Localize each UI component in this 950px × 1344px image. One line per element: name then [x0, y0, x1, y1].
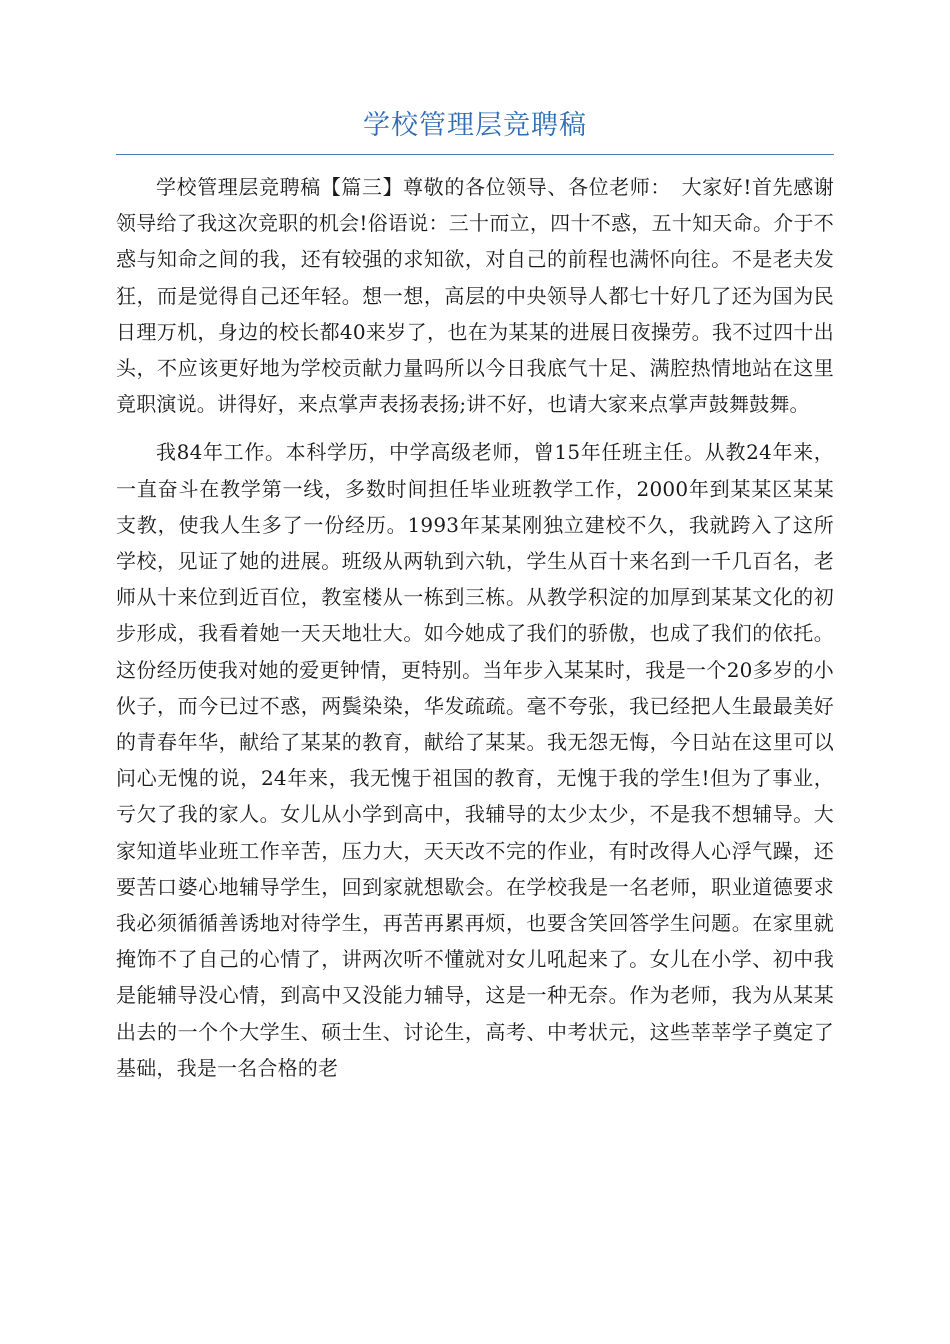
- paragraph-1: 学校管理层竞聘稿【篇三】尊敬的各位领导、各位老师： 大家好!首先感谢领导给了我这次竞职的机会!俗语说：三十而立，四十不惑，五十知天命。介于不惑与知命之间的我，还有较强的求知欲，对自己的前程也满怀向往。不是老夫发狂，而是觉得自己还年轻。想一想，高层的中央领导人都七十好几了还为国为民日理万机，身边的校长都40来岁了，也在为某某的进展日夜操劳。我不过四十出头，不应该更好地为学校贡献力量吗所以今日我底气十足、满腔热情地站在这里竟职演说。讲得好，来点掌声表扬表扬;讲不好，也请大家来点掌声鼓舞鼓舞。: [116, 175, 834, 417]
- title-underline: [116, 154, 834, 155]
- paragraph-2: 我84年工作。本科学历，中学高级老师，曾15年任班主任。从教24年来，一直奋斗在教学第一线，多数时间担任毕业班教学工作，2000年到某某区某某支教，使我人生多了一份经历。1993年某某刚独立建校不久，我就跨入了这所学校，见证了她的进展。班级从两轨到六轨，学生从百十来名到一千几百名，老师从十来位到近百位，教室楼从一栋到三栋。从教学积淀的加厚到某某文化的初步形成，我看着她一天天地壮大。如今她成了我们的骄傲，也成了我们的依托。这份经历使我对她的爱更钟情，更特别。当年步入某某时，我是一个20多岁的小伙子，而今已过不惑，两鬓染染，华发疏疏。毫不夸张，我已经把人生最最美好的青春年华，献给了某某的教育，献给了某某。我无怨无悔，今日站在这里可以问心无愧的说，24年来，我无愧于祖国的教育，无愧于我的学生!但为了事业，亏欠了我的家人。女儿从小学到高中，我辅导的太少太少，不是我不想辅导。大家知道毕业班工作辛苦，压力大，天天改不完的作业，有时改得人心浮气躁，还要苦口婆心地辅导学生，回到家就想歇会。在学校我是一名老师，职业道德要求我必须循循善诱地对待学生，再苦再累再烦，也要含笑回答学生问题。在家里就掩饰不了自己的心情了，讲两次听不懂就对女儿吼起来了。女儿在小学、初中我是能辅导没心情，到高中又没能力辅导，这是一种无奈。作为老师，我为从某某出去的一个个大学生、硕士生、讨论生，高考、中考状元，这些莘莘学子奠定了基础，我是一名合格的老: [116, 440, 834, 1080]
- document-title: 学校管理层竞聘稿: [363, 110, 587, 141]
- document-page: [116, 104, 834, 1086]
